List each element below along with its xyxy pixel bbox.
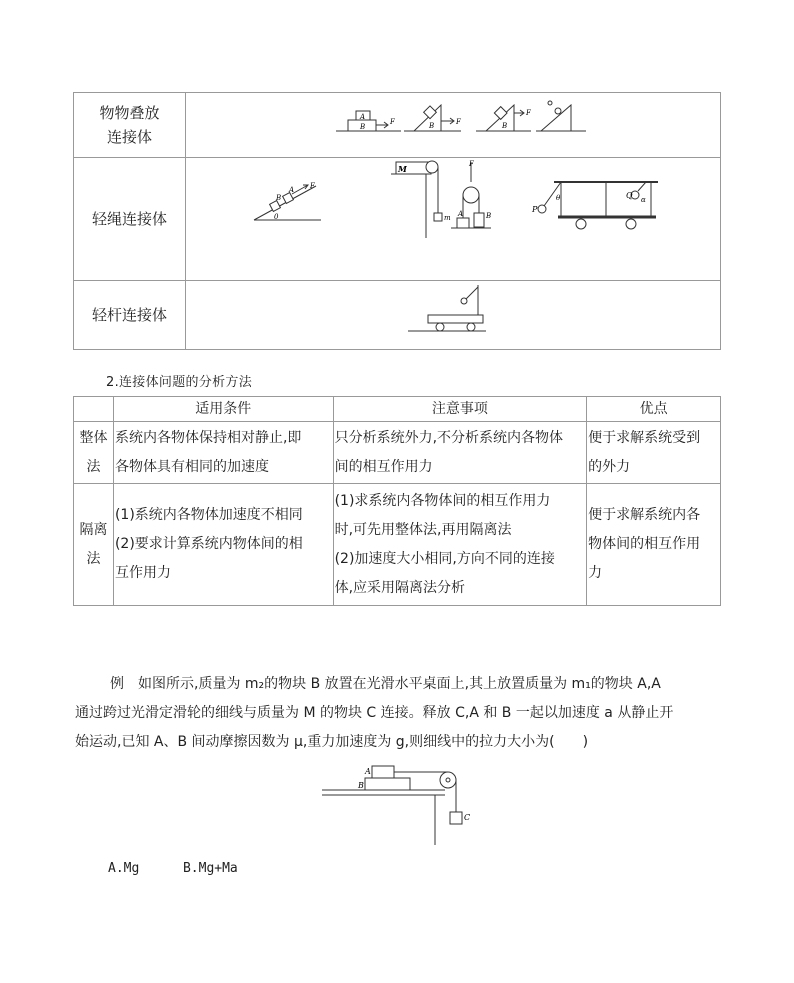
label-Q: Q (626, 191, 633, 200)
stacked-blocks-diagrams (186, 93, 720, 153)
label-F: F (310, 182, 315, 190)
conditions-cell (113, 484, 333, 606)
problem-line: 例 如图所示,质量为 m₂的物块 B 放置在光滑水平桌面上,其上放置质量为 m₁的物块 A,A (110, 676, 661, 692)
label-theta: θ (556, 194, 561, 202)
cell-line: (2)加速度大小相同,方向不同的连接 (334, 550, 555, 567)
cell-line: 整体 (79, 429, 108, 446)
cell-line: 力 (588, 565, 603, 581)
label-F: F (469, 160, 474, 168)
conditions-cell (113, 422, 333, 484)
header-empty (74, 397, 114, 422)
label-B: B (502, 122, 508, 130)
cell-line: 便于求解系统内各 (588, 507, 701, 523)
header-advantages: 优点 (587, 397, 721, 422)
label-alpha: α (641, 196, 646, 204)
cell-line: (2)要求计算系统内物体间的相 (114, 536, 303, 552)
cell-line: 系统内各物体保持相对静止,即 (114, 429, 302, 446)
cell-line: 只分析系统外力,不分析系统内各物体 (334, 429, 564, 446)
method-name (74, 484, 114, 606)
label-line: 物物叠放 (99, 104, 160, 122)
cell-line: 时,可先用整体法,再用隔离法 (334, 521, 512, 538)
method-name (74, 422, 114, 484)
label-zero: 0 (274, 213, 279, 221)
advantages-cell (587, 484, 721, 606)
label-P: P (532, 205, 538, 214)
cell-line: 便于求解系统受到 (588, 429, 701, 446)
notes-cell (333, 484, 587, 606)
table-row (74, 484, 721, 606)
figure-rope (186, 158, 721, 281)
header-conditions: 适用条件 (113, 397, 333, 422)
label-A: A (289, 186, 295, 194)
row-label-rod: 轻杆连接体 (74, 281, 186, 350)
answer-options (108, 861, 238, 876)
label-B: B (360, 123, 366, 131)
label-F: F (526, 109, 531, 117)
cell-line: 法 (86, 458, 101, 475)
figure-stacked (186, 93, 721, 158)
notes-cell (333, 422, 587, 484)
label-B: B (429, 122, 435, 130)
table-row (74, 422, 721, 484)
cell-line: 隔离 (79, 521, 108, 538)
label-line: 连接体 (106, 128, 152, 146)
label-B: B (276, 194, 282, 202)
label-A: A (365, 767, 371, 776)
header-notes: 注意事项 (333, 397, 587, 422)
label-M: M (398, 164, 407, 174)
example-problem (75, 670, 715, 757)
rod-connected-diagram (186, 281, 720, 345)
cell-line: 物体间的相互作用 (588, 536, 701, 552)
cell-line: 法 (86, 550, 101, 567)
label-B: B (358, 781, 364, 790)
cell-line: 的外力 (588, 458, 631, 475)
section-title: 2.连接体问题的分析方法 (106, 375, 253, 390)
label-C: C (464, 813, 471, 822)
label-m: m (444, 214, 451, 222)
option-b[interactable]: B.Mg+Ma (182, 861, 238, 876)
advantages-cell (587, 422, 721, 484)
option-a[interactable]: A.Mg (108, 861, 140, 876)
problem-line: 始运动,已知 A、B 间动摩擦因数为 μ,重力加速度为 g,则细线中的拉力大小为( ) (75, 734, 589, 750)
cell-line: 各物体具有相同的加速度 (114, 458, 269, 475)
label-F: F (390, 118, 395, 126)
cell-line: 体,应采用隔离法分析 (334, 579, 466, 596)
label-A: A (360, 113, 366, 121)
rope-connected-diagrams (186, 158, 720, 276)
cell-line: (1)系统内各物体加速度不相同 (114, 507, 303, 523)
figure-rod (186, 281, 721, 350)
cell-line: 互作用力 (114, 565, 171, 581)
connected-body-types-table (73, 92, 721, 350)
cell-line: (1)求系统内各物体间的相互作用力 (334, 492, 551, 509)
label-A: A (458, 210, 464, 218)
row-label-stacked (74, 93, 186, 158)
problem-line: 通过跨过光滑定滑轮的细线与质量为 M 的物块 C 连接。释放 C,A 和 B 一起以加速度 a 从静止开 (75, 705, 674, 721)
label-B: B (486, 212, 492, 220)
cell-line: 间的相互作用力 (334, 458, 433, 475)
example-figure (320, 760, 480, 850)
analysis-methods-table (73, 396, 721, 606)
row-label-rope: 轻绳连接体 (74, 158, 186, 281)
label-F: F (456, 118, 461, 126)
